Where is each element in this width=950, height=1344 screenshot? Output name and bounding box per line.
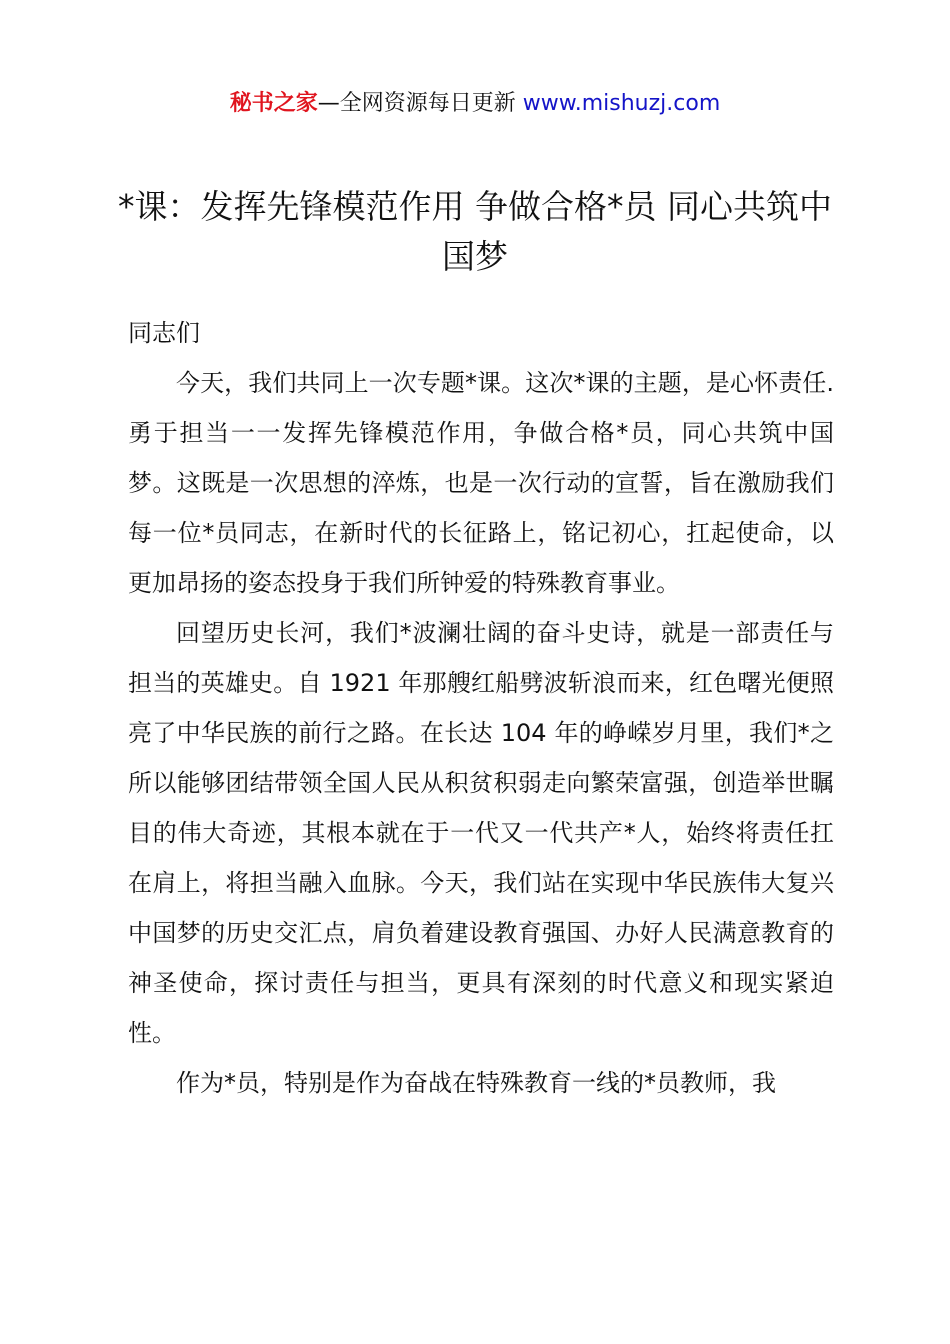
salutation: 同志们 [128,319,200,347]
paragraph: 作为*员，特别是作为奋战在特殊教育一线的*员教师，我 [176,1069,776,1097]
document-title: *课：发挥先锋模范作用 争做合格*员 同心共筑中国梦 [118,187,832,276]
paragraph: 回望历史长河，我们*波澜壮阔的奋斗史诗，就是一部责任与担当的英雄史。自 1921 年那艘红船劈波斩浪而来，红色曙光便照亮了中华民族的前行之路。在长达 104 年的峥嵘岁月里，我们*之所以能够团结带领全国人民从积贫积弱走向繁荣富强，创造举世瞩目的伟大奇迹，其根本就在于一代又一代共产*人，始终将责任扛在肩上，将担当融入血脉。今天，我们站在实现中华民族伟大复兴中国梦的历史交汇点，肩负着建设教育强国、办好人民满意教育的神圣使命，探讨责任与担当，更具有深刻的时代意义和现实紧迫性。 [128,619,834,1047]
site-header [0,88,950,120]
brand-name: 秘书之家 [229,91,318,116]
header-tagline: —全网资源每日更新 [317,91,516,116]
paragraph: 今天，我们共同上一次专题*课。这次*课的主题，是心怀责任.勇于担当一一发挥先锋模范作用，争做合格*员，同心共筑中国梦。这既是一次思想的淬炼，也是一次行动的宣誓，旨在激励我们每一位*员同志，在新时代的长征路上，铭记初心，扛起使命，以更加昂扬的姿态投身于我们所钟爱的特殊教育事业。 [128,369,834,597]
site-url-link[interactable]: www.mishuzj.com [522,91,721,116]
document-body [128,308,834,1108]
